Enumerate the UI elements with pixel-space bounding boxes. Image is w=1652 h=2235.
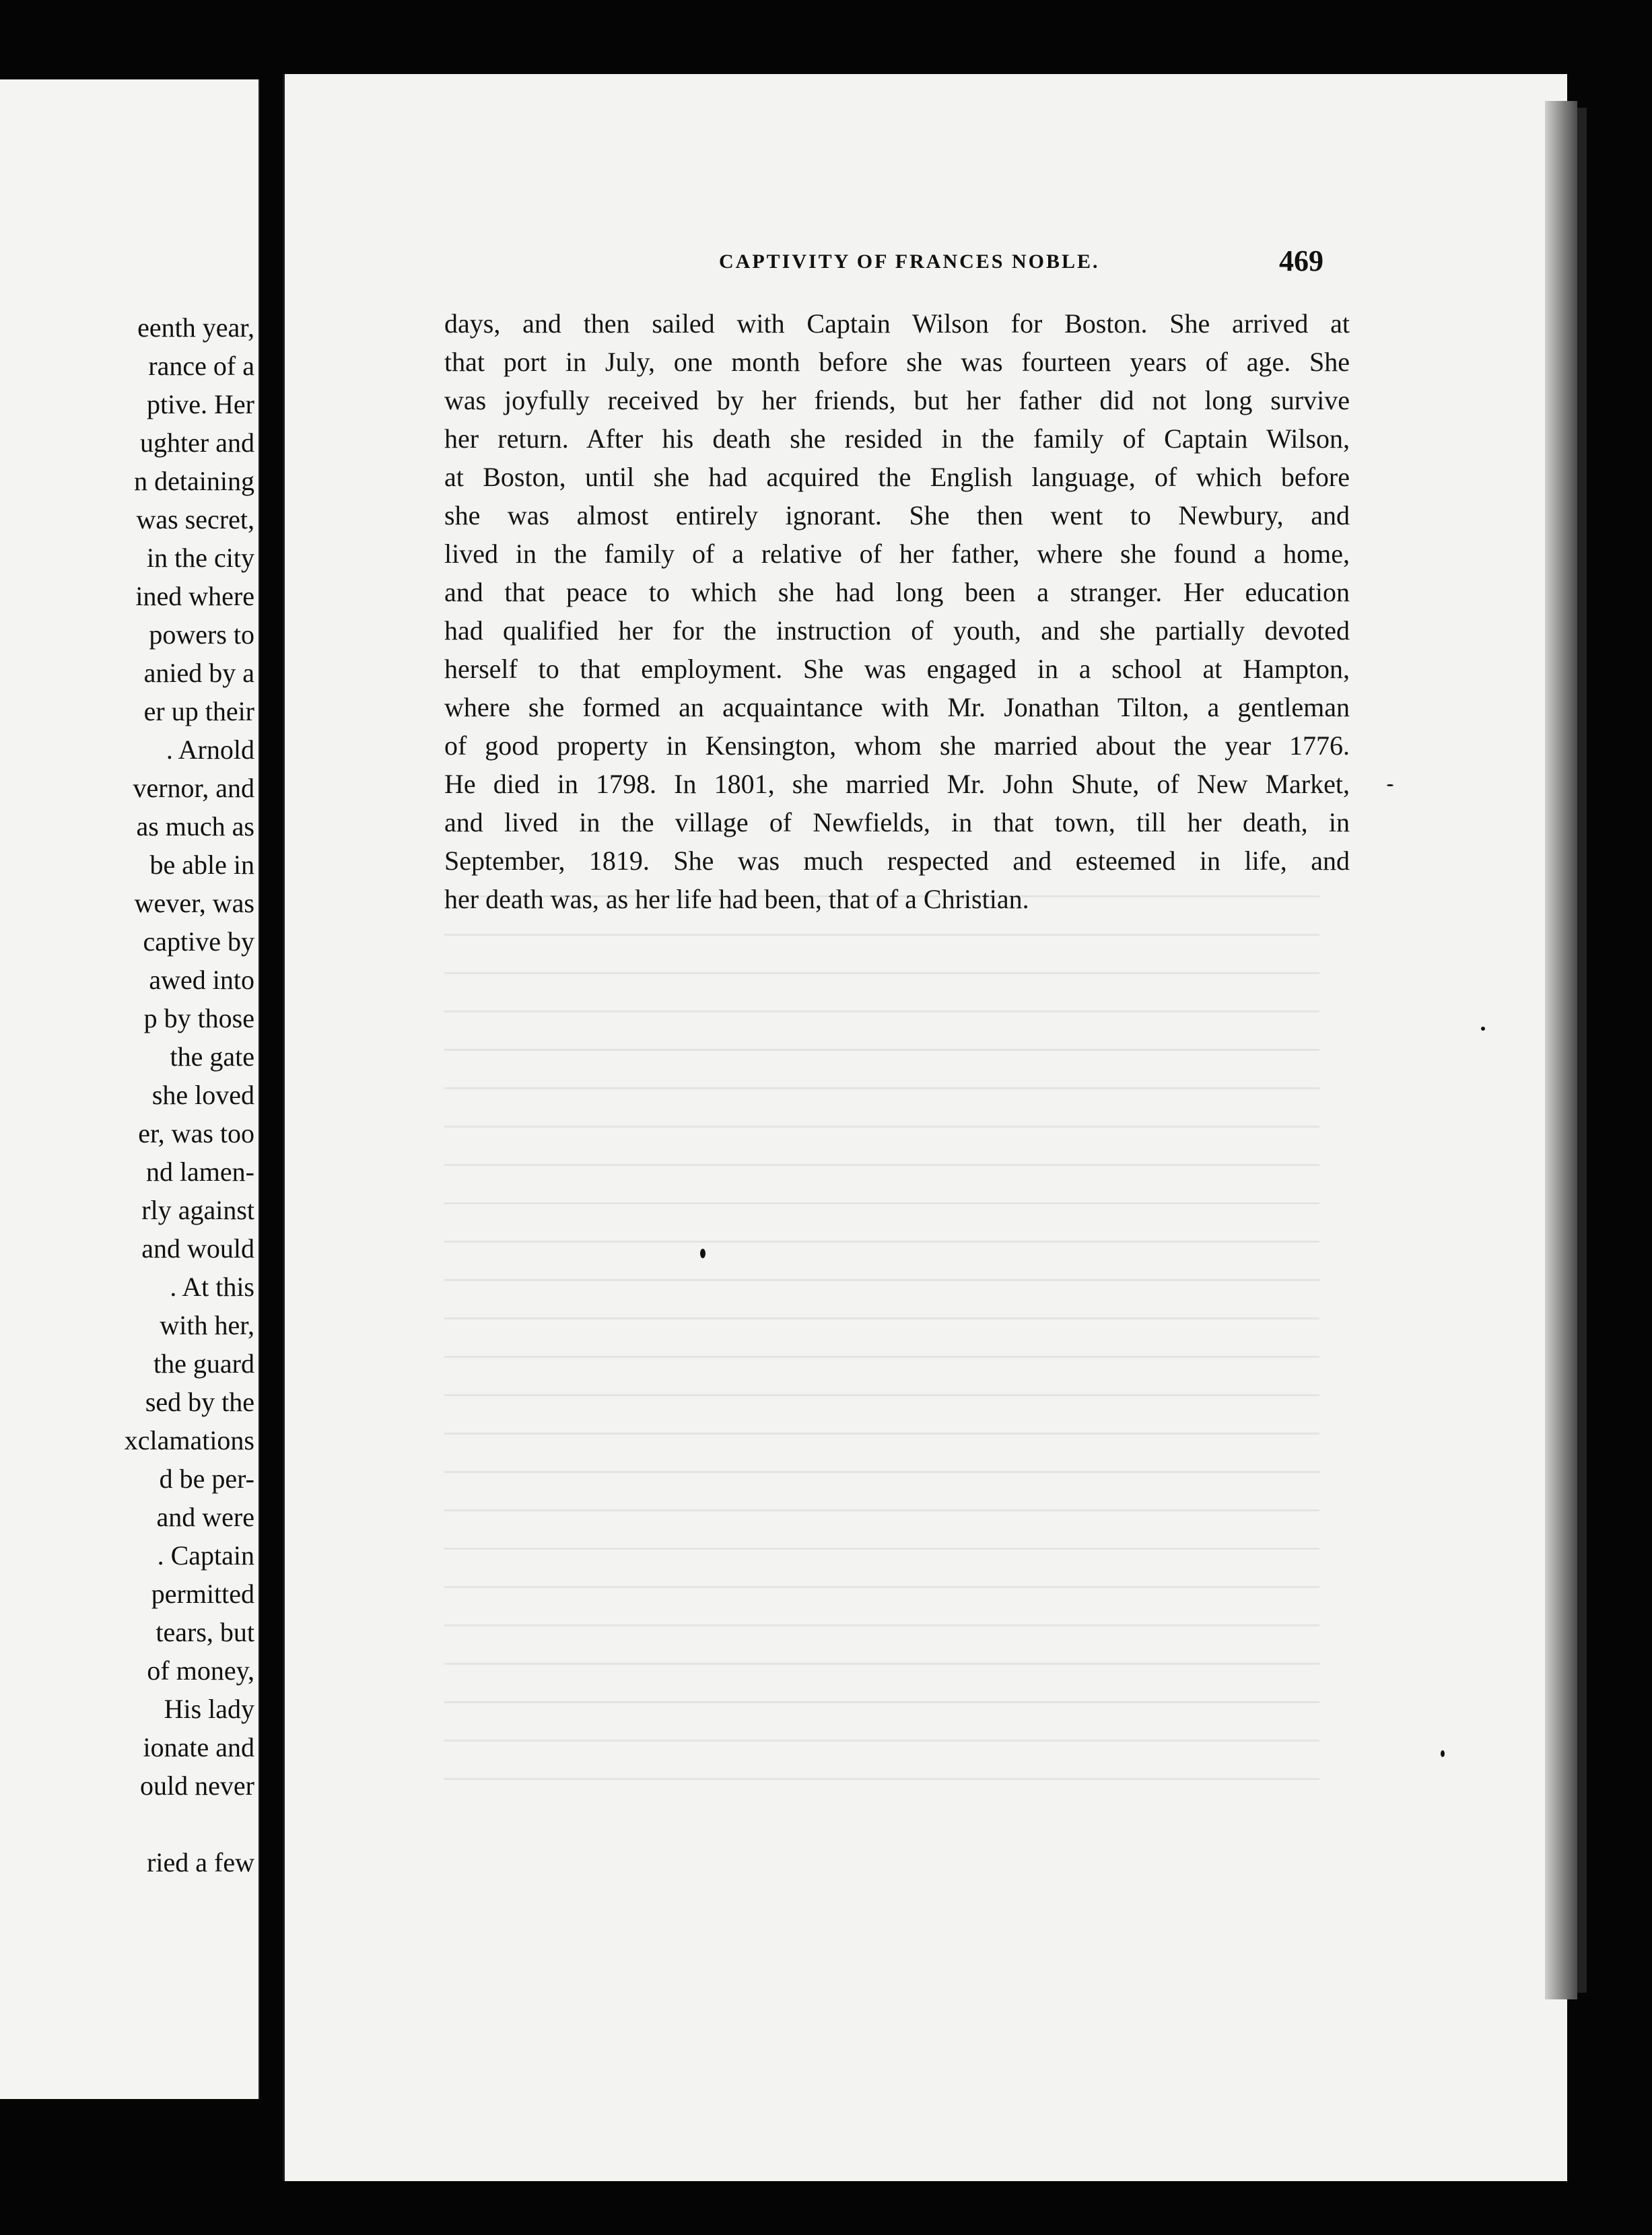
left-page-line: d be per- (159, 1464, 254, 1494)
body-line: her return. After his death she resided in the family of Captain Wilson, (444, 423, 1350, 454)
body-line: lived in the family of a relative of her father, where she found a home, (444, 539, 1350, 569)
left-page-line: and would (141, 1233, 254, 1264)
running-head: CAPTIVITY OF FRANCES NOBLE. (719, 250, 1100, 273)
left-page-line: the gate (170, 1041, 254, 1072)
body-line: days, and then sailed with Captain Wilson for Boston. She arrived at (444, 308, 1350, 339)
body-line: she was almost entirely ignorant. She then went to Newbury, and (444, 500, 1350, 530)
left-page-line: ould never (140, 1770, 254, 1801)
left-page-line: with her, (160, 1310, 254, 1340)
left-page-line: ughter and (140, 427, 254, 458)
left-page-line: ined where (135, 581, 254, 611)
left-page-line: His lady (164, 1694, 254, 1724)
left-page-line: ionate and (143, 1732, 254, 1762)
left-page-fragment (0, 79, 260, 2099)
left-page-line: ptive. Her (147, 389, 254, 419)
left-page-line: in the city (147, 543, 254, 573)
left-page-line: eenth year, (137, 312, 254, 343)
scan-speck (1441, 1750, 1445, 1757)
body-line: and that peace to which she had long been a stranger. Her education (444, 577, 1350, 607)
left-page-line: rance of a (148, 351, 254, 381)
left-page-line: the guard (153, 1348, 254, 1379)
body-line: of good property in Kensington, whom she married about the year 1776. (444, 730, 1350, 761)
left-page-line: sed by the (145, 1387, 254, 1417)
left-page-line: . At this (170, 1272, 254, 1302)
left-page-line: . Arnold (166, 734, 254, 765)
body-line: and lived in the village of Newfields, in that town, till her death, in (444, 807, 1350, 837)
show-through-text (444, 895, 1319, 1804)
left-page-line: vernor, and (133, 773, 254, 803)
left-page-line: er, was too (138, 1118, 254, 1148)
body-line: herself to that employment. She was engaged in a school at Hampton, (444, 654, 1350, 684)
body-line: that port in July, one month before she was fourteen years of age. She (444, 347, 1350, 377)
page-edge (1545, 101, 1577, 1999)
left-page-line: be able in (149, 850, 254, 880)
body-line: He died in 1798. In 1801, she married Mr. John Shute, of New Market, (444, 769, 1350, 799)
left-page-line: as much as (136, 811, 254, 841)
left-page-line: captive by (143, 926, 254, 957)
left-page-line: nd lamen- (145, 1157, 254, 1187)
left-page-line: wever, was (134, 888, 254, 918)
left-page-line: tears, but (156, 1617, 254, 1647)
left-page-line: . Captain (157, 1540, 254, 1571)
left-page-line: was secret, (136, 504, 254, 535)
body-line: had qualified her for the instruction of youth, and she partially devoted (444, 615, 1350, 646)
page-edge-shadow (1577, 108, 1587, 1993)
left-page-line: rly against (141, 1195, 254, 1225)
left-page-line: anied by a (143, 658, 254, 688)
body-line: was joyfully received by her friends, but her father did not long survive (444, 385, 1350, 415)
left-page-line: er up their (143, 696, 254, 726)
left-page-line: ried a few (147, 1847, 254, 1878)
left-page-line: awed into (149, 965, 254, 995)
left-page-line: permitted (151, 1579, 254, 1609)
page-number: 469 (1279, 244, 1323, 277)
scan-speck (1481, 1027, 1485, 1031)
body-line: her death was, as her life had been, that of a Christian. (444, 884, 1029, 914)
left-page-line: she loved (151, 1080, 254, 1110)
body-line: where she formed an acquaintance with Mr. Jonathan Tilton, a gentleman (444, 692, 1350, 722)
left-page-line: and were (156, 1502, 254, 1532)
body-line: September, 1819. She was much respected and esteemed in life, and (444, 846, 1350, 876)
left-page-line: xclamations (124, 1425, 254, 1455)
body-text (444, 304, 1350, 918)
left-page-line: p by those (143, 1003, 254, 1033)
scan-speck (1387, 784, 1393, 786)
scan-speck (700, 1249, 705, 1258)
left-page-line: of money, (147, 1655, 254, 1686)
body-line: at Boston, until she had acquired the English language, of which before (444, 462, 1350, 492)
left-page-line: n detaining (134, 466, 254, 496)
left-page-line: powers to (149, 619, 254, 650)
